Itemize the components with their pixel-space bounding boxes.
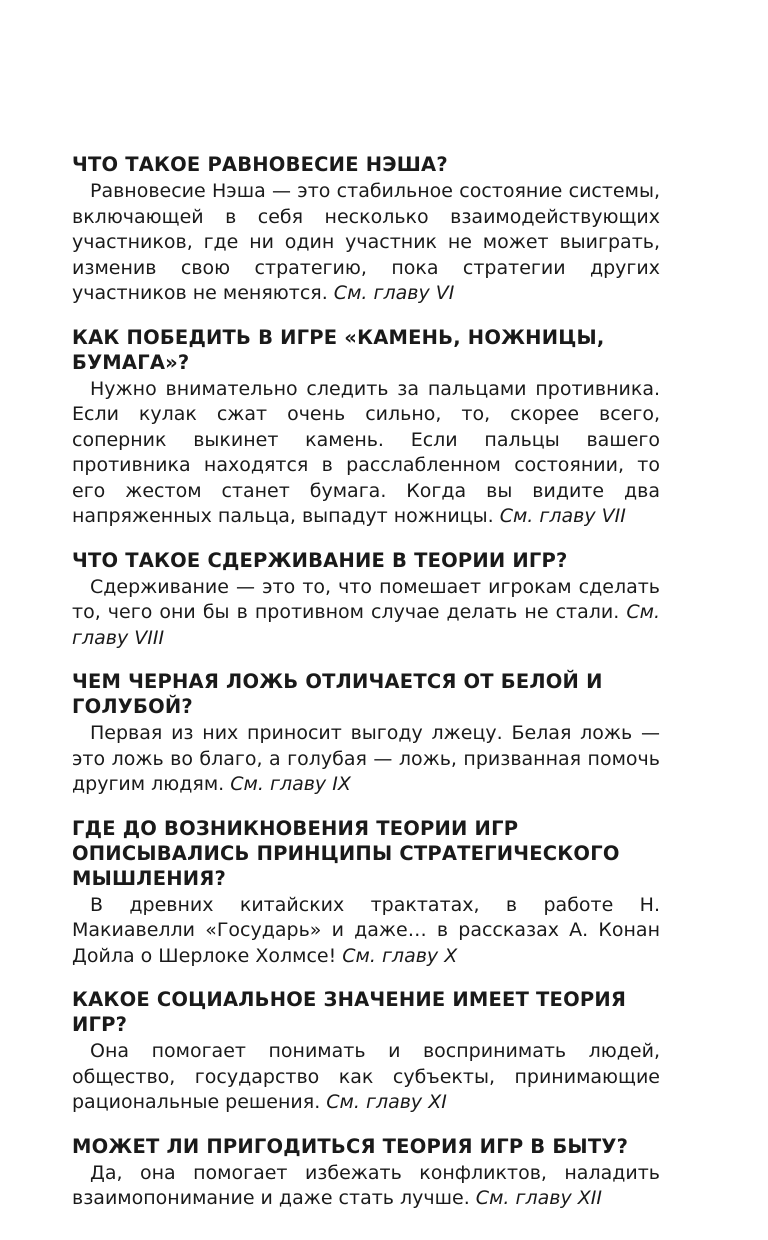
chapter-reference: См. главу VII: [499, 505, 626, 527]
faq-page: [72, 152, 660, 1230]
faq-item-nash: [72, 152, 660, 307]
answer-body: Первая из них приносит выгоду лжецу. Белая ложь — это ложь во благо, а голубая — ложь, призванная помочь другим людям.: [72, 722, 660, 795]
question-heading: ЧТО ТАКОЕ РАВНОВЕСИЕ НЭША?: [72, 153, 448, 176]
question-heading: КАК ПОБЕДИТЬ В ИГРЕ «КАМЕНЬ, НОЖНИЦЫ, БУМАГА»?: [72, 325, 605, 374]
answer-text: [72, 1161, 660, 1212]
question-heading: ЧТО ТАКОЕ СДЕРЖИВАНИЕ В ТЕОРИИ ИГР?: [72, 548, 568, 572]
question-heading: ЧЕМ ЧЕРНАЯ ЛОЖЬ ОТЛИЧАЕТСЯ ОТ БЕЛОЙ И ГОЛУБОЙ?: [72, 670, 603, 718]
chapter-reference: См. главу XI: [326, 1091, 447, 1113]
answer-body: Она помогает понимать и воспринимать людей, общество, государство как субъекты, принимающие рациональные решения.: [72, 1040, 660, 1113]
answer-body: Да, она помогает избежать конфликтов, наладить взаимопонимание и даже стать лучше.: [72, 1161, 660, 1209]
answer-text: [72, 179, 660, 307]
answer-body: Сдерживание — это то, что помешает игрокам сделать то, чего они бы в противном случае делать не стали.: [72, 575, 660, 623]
answer-text: [72, 377, 660, 530]
answer-text: [72, 721, 660, 798]
answer-body: Равновесие Нэша — это стабильное состояние системы, включающей в себя несколько взаимодействующих участников, где ни один участник не может выиграть, изменив свою стратегию, пока стратегии других участников не меняются.: [72, 180, 660, 304]
faq-item-everyday-life: [72, 1134, 660, 1212]
faq-item-strategic-thinking: [72, 816, 660, 970]
question-heading: ГДЕ ДО ВОЗНИКНОВЕНИЯ ТЕОРИИ ИГР ОПИСЫВАЛИСЬ ПРИНЦИПЫ СТРАТЕГИЧЕСКОГО МЫШЛЕНИЯ?: [72, 816, 620, 890]
question-heading: КАКОЕ СОЦИАЛЬНОЕ ЗНАЧЕНИЕ ИМЕЕТ ТЕОРИЯ ИГР?: [72, 988, 627, 1036]
faq-item-lies: [72, 669, 660, 798]
faq-item-rock-paper-scissors: [72, 325, 660, 530]
chapter-reference: См. главу VIII: [72, 601, 660, 649]
answer-text: [72, 1039, 660, 1116]
answer-text: [72, 575, 660, 652]
chapter-reference: См. главу IX: [230, 773, 351, 795]
answer-body: В древних китайских трактатах, в работе Н. Макиавелли «Государь» и даже… в рассказах А. Конан Дойла о Шерлоке Холмсе!: [72, 893, 660, 967]
answer-text: [72, 893, 660, 970]
chapter-reference: См. главу VI: [333, 282, 455, 304]
answer-body: Нужно внимательно следить за пальцами противника. Если кулак сжат очень сильно, то, скорее всего, соперник выкинет камень. Если пальцы вашего противника находятся в расслабленном состоянии, то его жестом станет бумага. Когда вы видите два напряженных пальца, выпадут ножницы.: [72, 377, 660, 527]
chapter-reference: См. главу XII: [475, 1187, 602, 1209]
faq-item-deterrence: [72, 548, 660, 652]
question-heading: МОЖЕТ ЛИ ПРИГОДИТЬСЯ ТЕОРИЯ ИГР В БЫТУ?: [72, 1134, 629, 1158]
chapter-reference: См. главу X: [342, 944, 458, 967]
faq-item-social-meaning: [72, 987, 660, 1116]
